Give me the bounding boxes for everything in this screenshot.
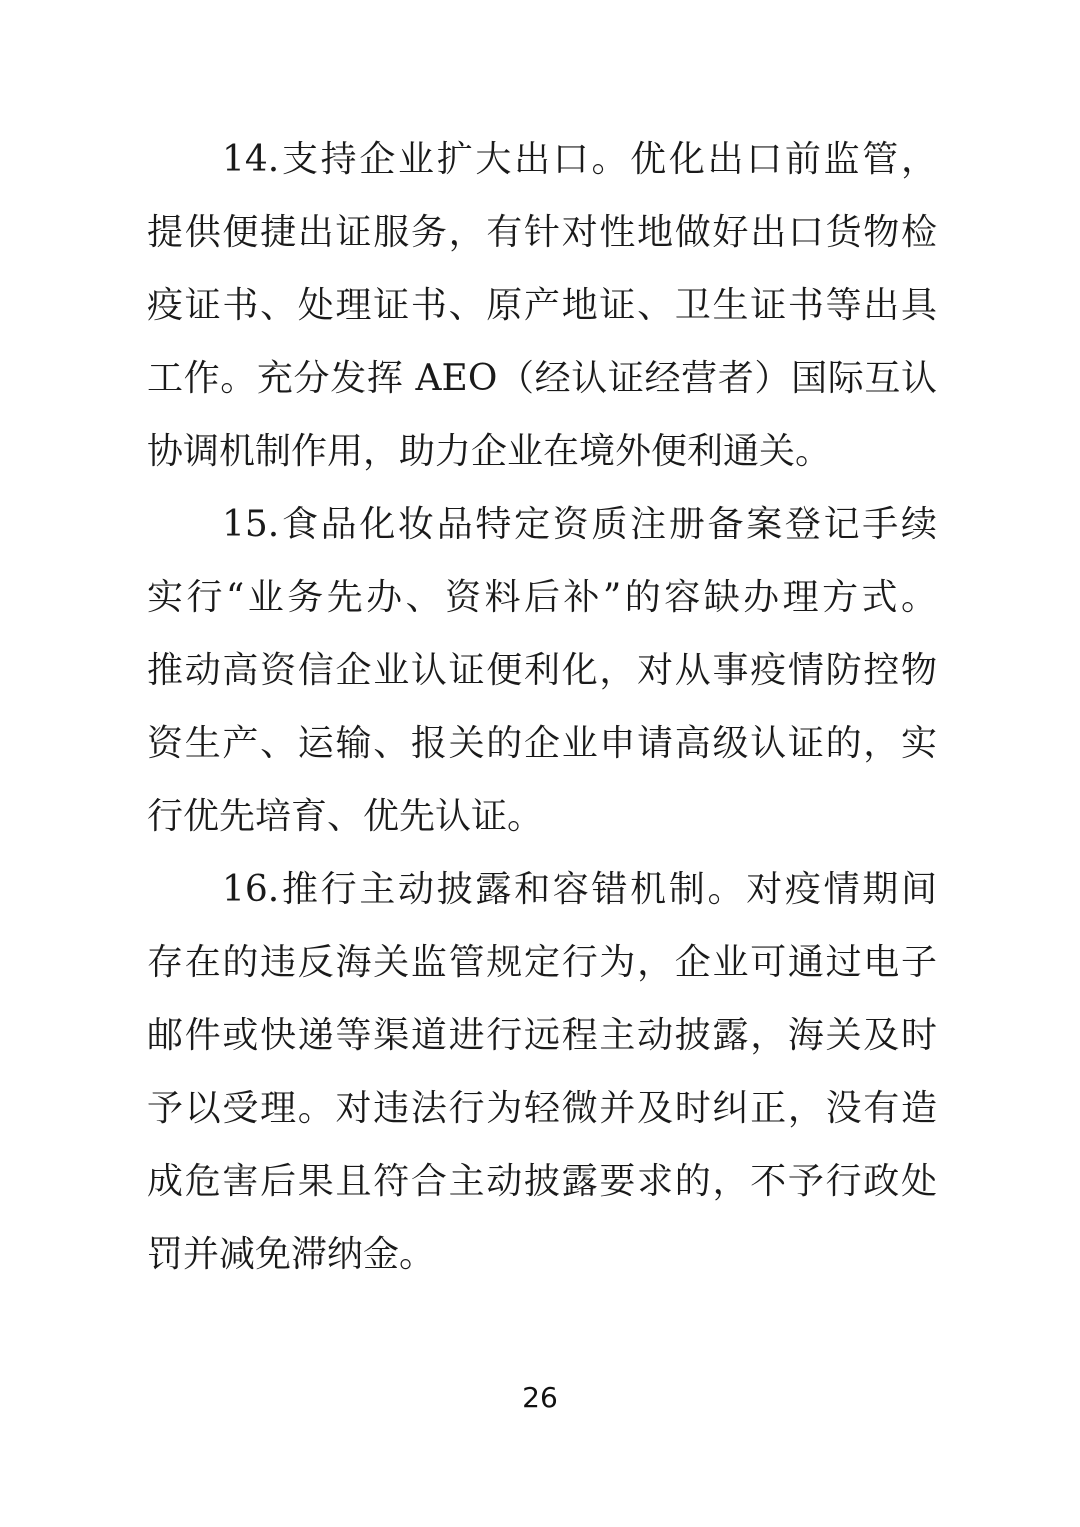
paragraph-line: 行优先培育、优先认证。	[147, 796, 544, 837]
paragraph-line: 15.食品化妆品特定资质注册备案登记手续	[222, 504, 937, 545]
paragraph-line: 工作。充分发挥 AEO（经认证经营者）国际互认	[147, 358, 937, 399]
page-number: 26	[522, 1381, 558, 1414]
paragraph-line: 存在的违反海关监管规定行为，企业可通过电子	[147, 942, 937, 983]
paragraph-line: 罚并减免滞纳金。	[147, 1234, 436, 1275]
paragraph-line: 疫证书、处理证书、原产地证、卫生证书等出具	[147, 285, 937, 326]
paragraph-line: 成危害后果且符合主动披露要求的，不予行政处	[147, 1161, 937, 1202]
paragraph-line: 予以受理。对违法行为轻微并及时纠正，没有造	[147, 1088, 937, 1129]
paragraph-line: 协调机制作用，助力企业在境外便利通关。	[147, 431, 832, 472]
paragraph-line: 资生产、运输、报关的企业申请高级认证的，实	[147, 723, 937, 764]
paragraph-line: 邮件或快递等渠道进行远程主动披露，海关及时	[147, 1015, 937, 1056]
paragraph-line: 14.支持企业扩大出口。优化出口前监管，	[222, 139, 937, 180]
paragraph-line: 16.推行主动披露和容错机制。对疫情期间	[222, 869, 937, 910]
paragraph-line: 推动高资信企业认证便利化，对从事疫情防控物	[147, 650, 937, 691]
paragraph-line: 实行“业务先办、资料后补”的容缺办理方式。	[147, 577, 937, 618]
paragraph-line: 提供便捷出证服务，有针对性地做好出口货物检	[147, 212, 937, 253]
